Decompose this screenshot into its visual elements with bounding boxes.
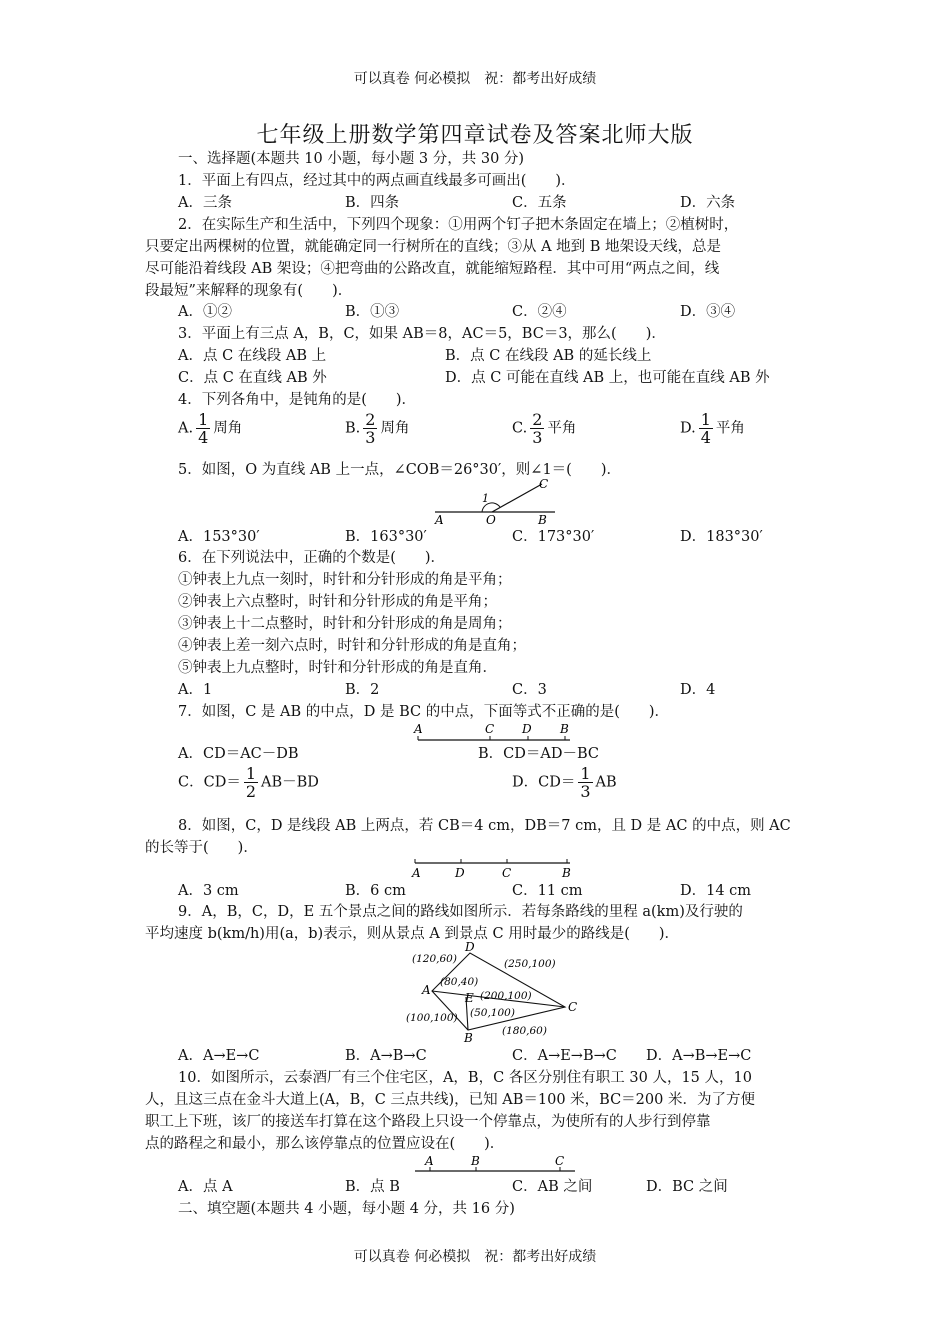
q6-statement-4: ④钟表上差一刻六点时，时针和分针形成的角是直角； <box>178 638 526 654</box>
q1-option-d: D．六条 <box>680 195 736 211</box>
q9-label-b: B <box>464 1031 473 1045</box>
q5-label-b: B <box>538 513 547 526</box>
q2-option-a: A．①② <box>178 304 232 320</box>
q2-option-d: D．③④ <box>680 304 736 320</box>
q2-option-b: B．①③ <box>345 304 400 320</box>
q5-label-o: O <box>486 513 496 526</box>
q9-edge-dc: (250,100) <box>504 958 556 970</box>
q4-option-d: D. $\frac{1}{4}$ 平角 <box>680 410 745 447</box>
q1-option-a: A．三条 <box>178 195 232 211</box>
q9-edge-eb: (50,100) <box>470 1007 515 1019</box>
q6-option-b: B．2 <box>345 682 380 698</box>
q10-option-a: A．点 A <box>178 1179 233 1195</box>
question-3-stem: 3．平面上有三点 A，B，C，如果 AB＝8，AC＝5，BC＝3，那么( )． <box>178 326 666 342</box>
q7-option-d: D．CD＝ $\frac{1}{3}$ AB <box>512 764 617 801</box>
question-5-stem: 5．如图，O 为直线 AB 上一点，∠COB＝26°30′，则∠1＝( )． <box>178 462 621 478</box>
question-9-line-1: 9．A，B，C，D，E 五个景点之间的路线如图所示．若每条路线的里程 a(km)及行驶的 <box>178 904 743 920</box>
section-heading-choice: 一、选择题(本题共 10 小题，每小题 3 分，共 30 分) <box>178 151 525 167</box>
question-10-line-3: 职工上下班，该厂的接送车打算在这个路段上只设一个停靠点，为使所有的人步行到停靠 <box>145 1114 711 1130</box>
q1-option-b: B．四条 <box>345 195 400 211</box>
q8-option-d: D．14 cm <box>680 883 752 899</box>
q9-option-d: D．A→B→E→C <box>646 1048 752 1064</box>
q6-statement-5: ⑤钟表上九点整时，时针和分针形成的角是直角． <box>178 660 497 676</box>
question-10-line-2: 人，且这三点在金斗大道上(A，B，C 三点共线)，已知 AB＝100 米，BC＝200 米．为了方便 <box>145 1092 755 1108</box>
page-footer: 可以真卷 何必模拟 祝：都考出好成绩 <box>353 1249 597 1265</box>
q9-label-c: C <box>568 1000 578 1014</box>
q2-option-c: C．②④ <box>512 304 567 320</box>
q8-label-a: A <box>412 866 421 880</box>
question-6-stem: 6．在下列说法中，正确的个数是( )． <box>178 550 446 566</box>
fraction: $\frac{1}{4}$ <box>198 410 209 447</box>
q7-label-b: B <box>560 722 569 736</box>
question-1-stem: 1．平面上有四点，经过其中的两点画直线最多可画出( )． <box>178 173 576 189</box>
q6-statement-2: ②钟表上六点整时，时针和分针形成的角是平角； <box>178 594 497 610</box>
q5-label-1: 1 <box>482 492 489 505</box>
q9-figure <box>400 940 600 1045</box>
q9-option-a: A．A→E→C <box>178 1048 260 1064</box>
q8-option-b: B．6 cm <box>345 883 406 899</box>
q10-label-b: B <box>471 1154 480 1168</box>
question-8-line-2: 的长等于( )． <box>145 840 258 856</box>
q3-option-b: B．点 C 在线段 AB 的延长线上 <box>445 348 652 364</box>
question-7-stem: 7．如图，C 是 AB 的中点，D 是 BC 的中点，下面等式不正确的是( )． <box>178 704 670 720</box>
q3-option-c: C．点 C 在直线 AB 外 <box>178 370 327 386</box>
q1-option-c: C．五条 <box>512 195 567 211</box>
q10-option-d: D．BC 之间 <box>646 1179 728 1195</box>
question-8-line-1: 8．如图，C，D 是线段 AB 上两点，若 CB＝4 cm，DB＝7 cm，且 D 是 AC 的中点，则 AC <box>178 818 791 834</box>
q8-label-c: C <box>502 866 512 880</box>
q7-option-a: A．CD＝AC－DB <box>178 746 299 762</box>
q7-label-a: A <box>414 722 423 736</box>
q8-option-a: A．3 cm <box>178 883 239 899</box>
q6-option-c: C．3 <box>512 682 547 698</box>
page-header: 可以真卷 何必模拟 祝：都考出好成绩 <box>353 71 597 87</box>
question-9-line-2: 平均速度 b(km/h)用(a，b)表示，则从景点 A 到景点 C 用时最少的路线是( )． <box>145 926 680 942</box>
q10-option-b: B．点 B <box>345 1179 400 1195</box>
q5-figure <box>420 476 580 526</box>
q9-edge-ec: (200,100) <box>480 990 532 1002</box>
q6-option-a: A．1 <box>178 682 213 698</box>
q9-label-d: D <box>465 940 475 954</box>
q8-label-d: D <box>455 866 465 880</box>
fraction: $\frac{2}{3}$ <box>532 410 543 447</box>
q4-option-c: C. $\frac{2}{3}$ 平角 <box>512 410 577 447</box>
q10-option-c: C．AB 之间 <box>512 1179 593 1195</box>
q9-edge-bc: (180,60) <box>502 1025 547 1037</box>
section-heading-fill: 二、填空题(本题共 4 小题，每小题 4 分，共 16 分) <box>178 1201 515 1217</box>
q10-label-a: A <box>425 1154 434 1168</box>
q6-statement-1: ①钟表上九点一刻时，时针和分针形成的角是平角； <box>178 572 512 588</box>
q8-option-c: C．11 cm <box>512 883 583 899</box>
q5-label-c: C <box>539 477 549 491</box>
q6-option-d: D．4 <box>680 682 716 698</box>
q5-label-a: A <box>435 513 444 526</box>
q9-option-b: B．A→B→C <box>345 1048 427 1064</box>
q5-option-c: C．173°30′ <box>512 529 595 545</box>
q8-figure <box>405 855 580 881</box>
q4-option-b: B. $\frac{2}{3}$ 周角 <box>345 410 410 447</box>
q3-option-d: D．点 C 可能在直线 AB 上，也可能在直线 AB 外 <box>445 370 770 386</box>
q9-label-a: A <box>422 983 431 997</box>
q10-label-c: C <box>555 1154 565 1168</box>
fraction: $\frac{1}{3}$ <box>580 764 591 801</box>
q9-label-e: E <box>465 991 474 1005</box>
question-4-stem: 4．下列各角中，是钝角的是( )． <box>178 392 417 408</box>
q10-figure <box>410 1153 580 1175</box>
q9-edge-ae: (80,40) <box>440 976 479 988</box>
question-2-line-2: 只要定出两棵树的位置，就能确定同一行树所在的直线；③从 A 地到 B 地架设天线，总是 <box>145 239 722 255</box>
q9-edge-ab: (100,100) <box>406 1012 458 1024</box>
q7-label-c: C <box>485 722 495 736</box>
q7-label-d: D <box>522 722 532 736</box>
question-10-line-1: 10．如图所示，云泰酒厂有三个住宅区，A，B，C 各区分别住有职工 30 人，15 人，10 <box>178 1070 752 1086</box>
fraction: $\frac{2}{3}$ <box>365 410 376 447</box>
q7-option-b: B．CD＝AD－BC <box>478 746 599 762</box>
q5-option-d: D．183°30′ <box>680 529 763 545</box>
page-title: 七年级上册数学第四章试卷及答案北师大版 <box>256 123 694 148</box>
q9-option-c: C．A→E→B→C <box>512 1048 617 1064</box>
q5-option-b: B．163°30′ <box>345 529 427 545</box>
q7-option-c: C．CD＝ $\frac{1}{2}$ AB－BD <box>178 764 319 801</box>
q8-label-b: B <box>562 866 571 880</box>
question-2-line-3: 尽可能沿着线段 AB 架设；④把弯曲的公路改直，就能缩短路程．其中可用“两点之间，线 <box>145 261 720 277</box>
question-10-line-4: 点的路程之和最小，那么该停靠点的位置应设在( )． <box>145 1136 505 1152</box>
q4-option-a: A. $\frac{1}{4}$ 周角 <box>178 410 243 447</box>
question-2-line-1: 2．在实际生产和生活中，下列四个现象：①用两个钉子把木条固定在墙上；②植树时， <box>178 217 739 233</box>
question-2-line-4: 段最短”来解释的现象有( )． <box>145 283 353 299</box>
q7-figure <box>410 720 580 746</box>
q6-statement-3: ③钟表上十二点整时，时针和分针形成的角是周角； <box>178 616 512 632</box>
fraction: $\frac{1}{2}$ <box>245 764 257 801</box>
q3-option-a: A．点 C 在线段 AB 上 <box>178 348 327 364</box>
q9-edge-ad: (120,60) <box>412 953 457 965</box>
fraction: $\frac{1}{4}$ <box>700 410 711 447</box>
q5-option-a: A．153°30′ <box>178 529 260 545</box>
